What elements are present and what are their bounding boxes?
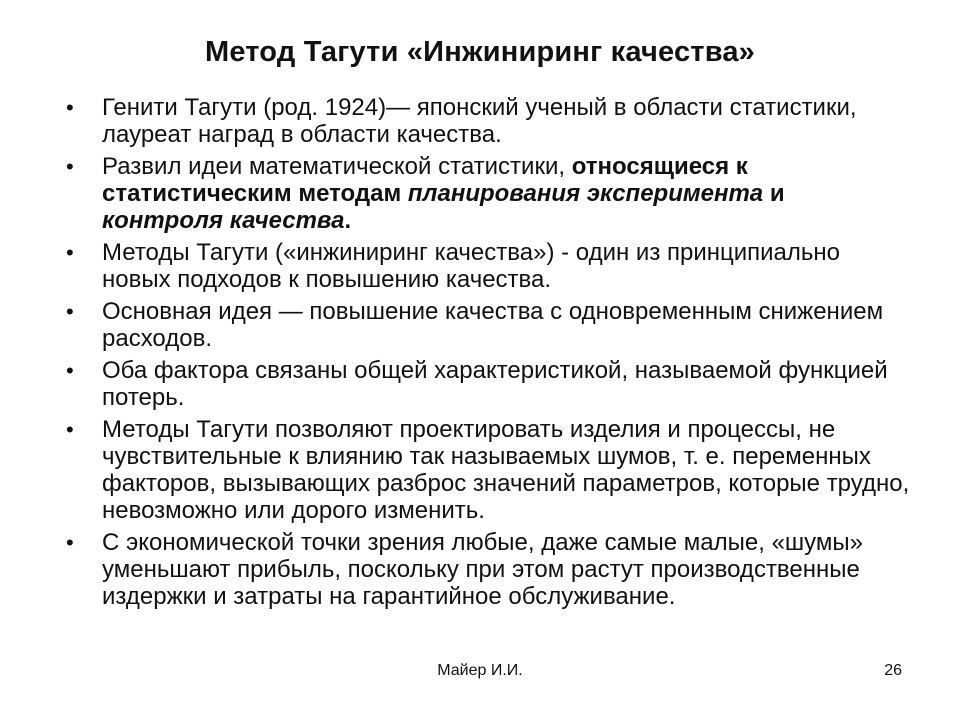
slide-title: Метод Тагути «Инжиниринг качества» xyxy=(204,36,756,68)
bullet-text-bold-italic: планирования эксперимента xyxy=(407,180,764,207)
page-number: 26 xyxy=(884,662,902,679)
bullet-text: Методы Тагути («инжиниринг качества») - один из принципиально новых подходов к повышению качества. xyxy=(102,239,841,293)
bullet-dot-icon: • xyxy=(66,530,74,555)
bullet-text-bold-italic: контроля качества xyxy=(102,207,345,234)
bullet-text-bold: относящиеся к статистическим методам xyxy=(102,153,748,207)
bullet-text: Основная идея — повышение качества с одновременным снижением расходов. xyxy=(102,298,884,352)
bullet-text: Генити Тагути (род. 1924)— японский ученый в области статистики, лауреат наград в области качества. xyxy=(102,94,857,148)
bullet-text: Оба фактора связаны общей характеристикой, называемой функцией потерь. xyxy=(102,357,888,411)
bullet-dot-icon: • xyxy=(66,95,74,120)
bullet-dot-icon: • xyxy=(66,358,74,383)
bullet-item xyxy=(62,239,912,293)
bullet-item xyxy=(62,298,912,352)
bullet-dot-icon: • xyxy=(66,240,74,265)
bullet-item xyxy=(62,357,912,411)
bullet-text: С экономической точки зрения любые, даже самые малые, «шумы» уменьшают прибыль, поскольку при этом растут производственные издержки и затраты на гарантийное обслуживание. xyxy=(102,529,863,610)
bullet-item xyxy=(62,94,912,148)
bullet-dot-icon: • xyxy=(66,154,74,179)
bullet-dot-icon: • xyxy=(66,417,74,442)
bullet-text-bold: . xyxy=(344,207,352,234)
bullet-text: Методы Тагути позволяют проектировать изделия и процессы, не чувствительные к влиянию так называемых шумов, т. е. переменных факторов, вызывающих разброс значений параметров, которые трудно, невозможно или дорого изменить. xyxy=(102,416,910,524)
bullet-text-bold: и xyxy=(763,180,785,207)
bullet-item xyxy=(62,153,912,234)
footer-author: Майер И.И. xyxy=(437,662,523,679)
bullet-text-plain: Развил идеи математической статистики, xyxy=(102,153,572,180)
bullet-dot-icon: • xyxy=(66,299,74,324)
bullet-list xyxy=(62,94,912,615)
bullet-item xyxy=(62,416,912,524)
bullet-item xyxy=(62,529,912,610)
